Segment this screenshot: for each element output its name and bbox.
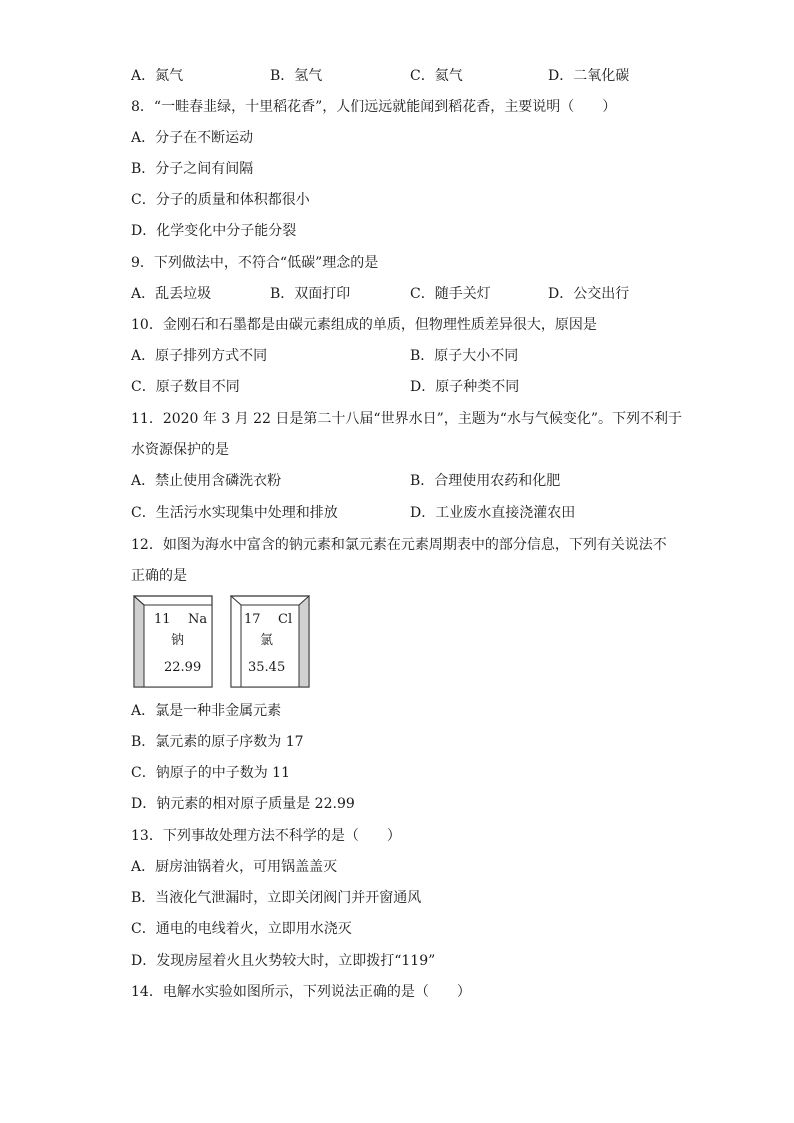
- q12-option-d[interactable]: D．钠元素的相对原子质量是 22.99: [131, 796, 355, 812]
- q12-stem-line-2: 正确的是: [131, 568, 187, 584]
- q8-option-a[interactable]: A．分子在不断运动: [131, 130, 254, 146]
- q10-option-a[interactable]: A．原子排列方式不同: [131, 348, 268, 364]
- q12-stem-line-1: 12．如图为海水中富含的钠元素和氯元素在元素周期表中的部分信息，下列有关说法不: [131, 537, 667, 553]
- q8-stem: 8．“一畦春韭绿，十里稻花香”，人们远远就能闻到稻花香，主要说明（ ）: [131, 99, 617, 115]
- q13-option-a[interactable]: A．厨房油锅着火，可用锅盖盖灭: [131, 859, 338, 875]
- chlorine-symbol: Cl: [278, 612, 293, 627]
- sodium-symbol: Na: [188, 612, 208, 627]
- sodium-name: 钠: [171, 633, 185, 648]
- sodium-atomic-mass: 22.99: [164, 660, 202, 675]
- q12-option-b[interactable]: B．氯元素的原子序数为 17: [131, 734, 304, 750]
- chlorine-atomic-mass: 35.45: [248, 660, 286, 675]
- q11-option-d[interactable]: D．工业废水直接浇灌农田: [410, 505, 576, 521]
- q10-stem: 10．金刚石和石墨都是由碳元素组成的单质，但物理性质差异很大，原因是: [131, 317, 597, 333]
- q13-stem: 13．下列事故处理方法不科学的是（ ）: [131, 828, 401, 844]
- element-card-chlorine: [230, 595, 312, 689]
- q12-option-a[interactable]: A．氯是一种非金属元素: [131, 703, 282, 719]
- q10-option-b[interactable]: B．原子大小不同: [410, 348, 519, 364]
- q7-option-d[interactable]: D．二氧化碳: [548, 68, 630, 84]
- q7-option-c[interactable]: C．氦气: [410, 68, 463, 84]
- q11-stem-line-2: 水资源保护的是: [131, 442, 229, 458]
- q12-option-c[interactable]: C．钠原子的中子数为 11: [131, 765, 290, 781]
- element-card-sodium: [133, 595, 215, 689]
- q7-option-a[interactable]: A．氮气: [131, 68, 184, 84]
- q10-option-d[interactable]: D．原子种类不同: [410, 379, 520, 395]
- chlorine-atomic-number: 17: [244, 612, 261, 627]
- q8-option-c[interactable]: C．分子的质量和体积都很小: [131, 192, 310, 208]
- q7-option-b[interactable]: B．氢气: [270, 68, 323, 84]
- q9-option-b[interactable]: B．双面打印: [270, 286, 351, 302]
- q9-option-a[interactable]: A．乱丢垃圾: [131, 286, 212, 302]
- q9-option-c[interactable]: C．随手关灯: [410, 286, 491, 302]
- q13-option-d[interactable]: D．发现房屋着火且火势较大时，立即拨打“119”: [131, 953, 436, 969]
- q11-option-a[interactable]: A．禁止使用含磷洗衣粉: [131, 473, 282, 489]
- q8-option-b[interactable]: B．分子之间有间隔: [131, 161, 254, 177]
- q13-option-c[interactable]: C．通电的电线着火，立即用水浇灭: [131, 921, 352, 937]
- q11-stem-line-1: 11．2020 年 3 月 22 日是第二十八届“世界水日”，主题为“水与气候变化”。下列不利于: [131, 411, 683, 427]
- q14-stem: 14．电解水实验如图所示，下列说法正确的是（ ）: [131, 984, 471, 1000]
- chlorine-name: 氯: [260, 633, 274, 648]
- q8-option-d[interactable]: D．化学变化中分子能分裂: [131, 223, 297, 239]
- q13-option-b[interactable]: B．当液化气泄漏时，立即关闭阀门并开窗通风: [131, 890, 422, 906]
- q10-option-c[interactable]: C．原子数目不同: [131, 379, 240, 395]
- q11-option-c[interactable]: C．生活污水实现集中处理和排放: [131, 505, 338, 521]
- q9-stem: 9．下列做法中，不符合“低碳”理念的是: [131, 255, 379, 271]
- q11-option-b[interactable]: B．合理使用农药和化肥: [410, 473, 561, 489]
- q9-option-d[interactable]: D．公交出行: [548, 286, 630, 302]
- sodium-atomic-number: 11: [154, 612, 171, 627]
